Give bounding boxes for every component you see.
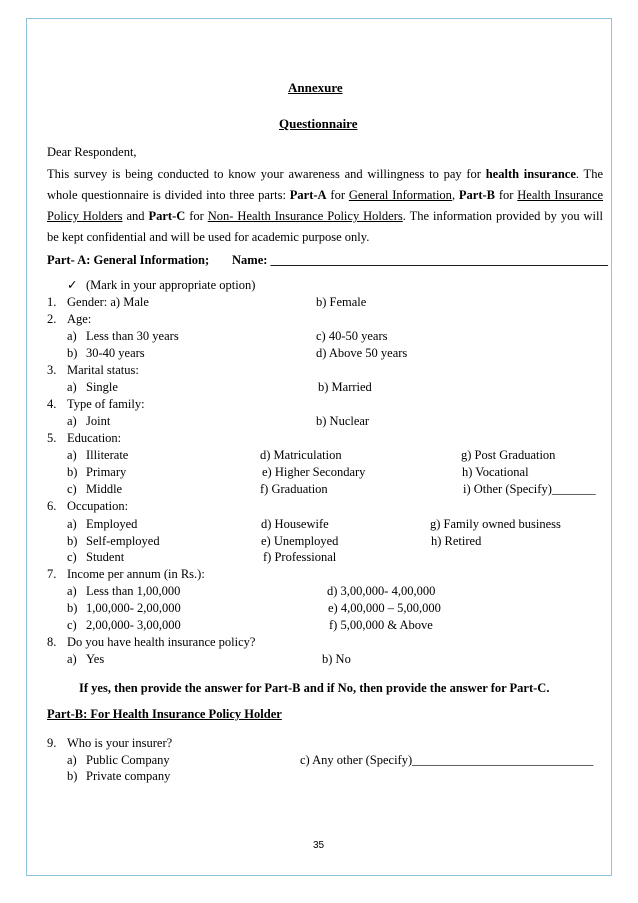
q6-option-a-marker: a) bbox=[67, 517, 77, 531]
intro-part-b: Part-B bbox=[458, 188, 496, 202]
q5-option-a: Illiterate bbox=[86, 448, 129, 462]
q8-option-a-marker: a) bbox=[67, 652, 77, 666]
q3-option-a-marker: a) bbox=[67, 380, 77, 394]
part-a-header: Part- A: General Information; bbox=[47, 253, 210, 267]
instruction-text: (Mark in your appropriate option) bbox=[86, 278, 256, 292]
q8-option-b: b) No bbox=[322, 652, 351, 666]
q9-option-b: Private company bbox=[86, 769, 171, 783]
q6-option-b: Self-employed bbox=[86, 534, 160, 548]
q3-number: 3. bbox=[47, 363, 57, 377]
q6-option-h: h) Retired bbox=[431, 534, 482, 548]
q2-option-a: Less than 30 years bbox=[86, 329, 179, 343]
q7-option-a: Less than 1,00,000 bbox=[86, 584, 181, 598]
q9-option-c: c) Any other (Specify)_____________________________ bbox=[300, 753, 594, 767]
q1-text: Gender: a) Male bbox=[67, 295, 149, 309]
q2-option-c: c) 40-50 years bbox=[316, 329, 388, 343]
q5-option-e: e) Higher Secondary bbox=[262, 465, 366, 479]
page-number: 35 bbox=[313, 840, 325, 851]
q5-option-h: h) Vocational bbox=[462, 465, 529, 479]
q7-option-c-marker: c) bbox=[67, 618, 77, 632]
q6-option-c: Student bbox=[86, 550, 125, 564]
intro-text: This survey is being conducted to know your awareness and willingness to pay for bbox=[47, 167, 486, 181]
q4-option-a-marker: a) bbox=[67, 414, 77, 428]
intro-text: , bbox=[451, 188, 459, 202]
q5-option-g: g) Post Graduation bbox=[461, 448, 556, 462]
salutation: Dear Respondent, bbox=[47, 145, 137, 159]
intro-text: for bbox=[185, 209, 208, 223]
intro-text: for bbox=[495, 188, 518, 202]
check-icon: ✓ bbox=[67, 278, 78, 292]
intro-part-c: Part-C bbox=[148, 209, 186, 223]
q9-text: Who is your insurer? bbox=[67, 736, 173, 750]
part-b-header: Part-B: For Health Insurance Policy Holder bbox=[47, 707, 282, 721]
if-yes-note: If yes, then provide the answer for Part-B and if No, then provide the answer for Part-C. bbox=[79, 681, 550, 695]
intro-policy-holders: Health Insurance Policy Holders bbox=[47, 188, 604, 223]
q8-option-a: Yes bbox=[86, 652, 105, 666]
q8-text: Do you have health insurance policy? bbox=[67, 635, 256, 649]
q3-option-b: b) Married bbox=[318, 380, 372, 394]
q6-option-g: g) Family owned business bbox=[430, 517, 561, 531]
q6-option-b-marker: b) bbox=[67, 534, 78, 548]
q3-text: Marital status: bbox=[67, 363, 139, 377]
q2-text: Age: bbox=[67, 312, 92, 326]
intro-general-info: General Information bbox=[348, 188, 452, 202]
q9-number: 9. bbox=[47, 736, 57, 750]
intro-non-policy-holders: Non- Health Insurance Policy Holders bbox=[207, 209, 403, 223]
name-field: Name: ______________________________________________________ bbox=[232, 253, 609, 267]
q4-number: 4. bbox=[47, 397, 57, 411]
q2-number: 2. bbox=[47, 312, 57, 326]
q1-option-b: b) Female bbox=[316, 295, 367, 309]
q5-option-d: d) Matriculation bbox=[260, 448, 342, 462]
q6-option-e: e) Unemployed bbox=[261, 534, 339, 548]
q5-option-i: i) Other (Specify)_______ bbox=[463, 482, 596, 496]
q5-text: Education: bbox=[67, 431, 122, 445]
q6-number: 6. bbox=[47, 499, 57, 513]
q9-option-a-marker: a) bbox=[67, 753, 77, 767]
q5-option-f: f) Graduation bbox=[260, 482, 328, 496]
q8-number: 8. bbox=[47, 635, 57, 649]
q7-option-e: e) 4,00,000 – 5,00,000 bbox=[328, 601, 441, 615]
q5-option-c-marker: c) bbox=[67, 482, 77, 496]
q7-text: Income per annum (in Rs.): bbox=[67, 567, 205, 581]
intro-paragraph bbox=[47, 164, 603, 248]
q6-option-c-marker: c) bbox=[67, 550, 77, 564]
q7-option-b-marker: b) bbox=[67, 601, 78, 615]
q3-option-a: Single bbox=[86, 380, 118, 394]
q4-option-b: b) Nuclear bbox=[316, 414, 370, 428]
intro-part-a: Part-A bbox=[289, 188, 327, 202]
intro-text: and bbox=[122, 209, 149, 223]
q7-option-f: f) 5,00,000 & Above bbox=[329, 618, 433, 632]
q5-option-a-marker: a) bbox=[67, 448, 77, 462]
q9-option-b-marker: b) bbox=[67, 769, 78, 783]
q5-option-b: Primary bbox=[86, 465, 127, 479]
q5-option-b-marker: b) bbox=[67, 465, 78, 479]
q2-option-d: d) Above 50 years bbox=[316, 346, 408, 360]
q4-text: Type of family: bbox=[67, 397, 145, 411]
annexure-title: Annexure bbox=[288, 80, 343, 95]
intro-health-insurance: health insurance bbox=[485, 167, 576, 181]
q1-number: 1. bbox=[47, 295, 57, 309]
q7-option-c: 2,00,000- 3,00,000 bbox=[86, 618, 181, 632]
intro-text: . The information provided by you will be kept confidential and will be used for academic purpose only. bbox=[47, 209, 603, 244]
q6-option-f: f) Professional bbox=[263, 550, 337, 564]
q2-option-a-marker: a) bbox=[67, 329, 77, 343]
q2-option-b-marker: b) bbox=[67, 346, 78, 360]
q5-option-c: Middle bbox=[86, 482, 123, 496]
questionnaire-title: Questionnaire bbox=[279, 116, 358, 131]
q6-text: Occupation: bbox=[67, 499, 129, 513]
q4-option-a: Joint bbox=[86, 414, 111, 428]
q7-option-d: d) 3,00,000- 4,00,000 bbox=[327, 584, 436, 598]
q7-option-b: 1,00,000- 2,00,000 bbox=[86, 601, 181, 615]
q9-option-a: Public Company bbox=[86, 753, 170, 767]
intro-text: for bbox=[326, 188, 349, 202]
q2-option-b: 30-40 years bbox=[86, 346, 145, 360]
q6-option-a: Employed bbox=[86, 517, 138, 531]
q7-option-a-marker: a) bbox=[67, 584, 77, 598]
q7-number: 7. bbox=[47, 567, 57, 581]
intro-text: . The whole questionnaire is divided into three parts: bbox=[47, 167, 603, 202]
q5-number: 5. bbox=[47, 431, 57, 445]
q6-option-d: d) Housewife bbox=[261, 517, 329, 531]
